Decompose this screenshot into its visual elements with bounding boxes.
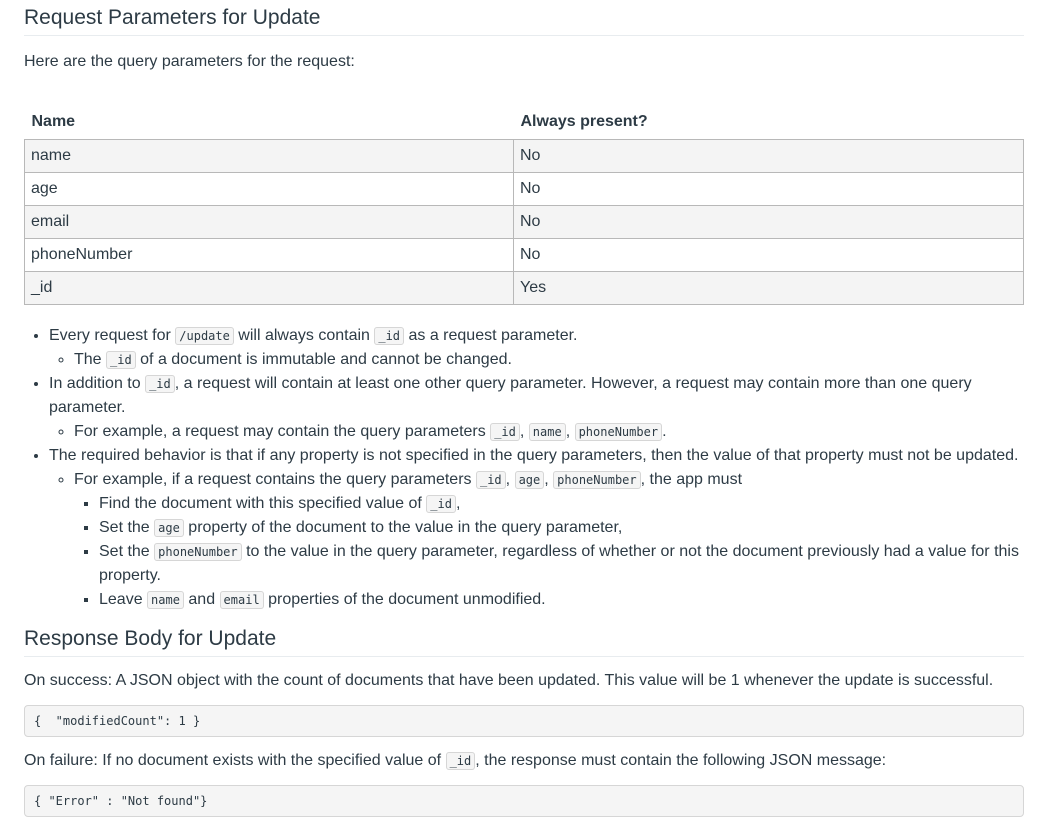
list-text: The [74,351,107,368]
list-item [99,588,1024,612]
param-name-cell: phoneNumber [25,239,514,272]
inline-code: _id [374,327,404,345]
list-text: The required behavior is that if any property is not specified in the query parameters, then the value of that property must not be updated. [49,447,1019,464]
param-presence-cell: No [514,173,1024,206]
list-text: Leave [99,591,148,608]
inline-code: phoneNumber [553,471,640,489]
parameters-table [24,105,1024,305]
list-text: , [519,423,529,440]
list-text: Find the document with this specified value of [99,495,427,512]
param-name-cell: age [25,173,514,206]
list-item [74,468,1024,612]
failure-text-part: On failure: If no document exists with the specified value of [24,752,446,769]
list-item [49,444,1024,612]
list-text: property of the document to the value in the query parameter, [183,519,623,536]
list-item [74,348,1024,372]
list-text: , [565,423,575,440]
param-presence-cell: Yes [514,272,1024,305]
list-item [99,492,1024,516]
table-row [25,239,1024,272]
sub-sub-list [74,492,1024,612]
list-text: properties of the document unmodified. [263,591,546,608]
param-presence-cell: No [514,206,1024,239]
inline-code: email [220,591,264,609]
param-name-cell: name [25,140,514,173]
inline-code: phoneNumber [154,543,241,561]
table-row [25,206,1024,239]
success-text: On success: A JSON object with the count of documents that have been updated. This value will be 1 whenever the update is successful. [24,672,994,689]
column-header-always-present: Always present? [520,113,648,130]
inline-code: name [529,423,566,441]
intro-text: Here are the query parameters for the request: [24,53,355,70]
section-title-request-parameters: Request Parameters for Update [24,0,1024,36]
success-code-block: { "modifiedCount": 1 } [24,705,1024,737]
list-text: as a request parameter. [404,327,578,344]
list-item [99,516,1024,540]
list-text: of a document is immutable and cannot be changed. [135,351,512,368]
list-text: Every request for [49,327,176,344]
inline-code: age [154,519,184,537]
list-text: , a request will contain at least one other query parameter. However, a request may contain more than one query parameter. [49,375,972,416]
list-text: , [505,471,515,488]
list-item [74,420,1024,444]
param-name-cell: email [25,206,514,239]
list-text: For example, a request may contain the query parameters [74,423,491,440]
list-text: will always contain [233,327,375,344]
list-item [99,540,1024,588]
list-text: , the app must [640,471,743,488]
list-text: to the value in the query parameter, regardless of whether or not the document previously had a value for this property. [99,543,1019,584]
failure-code-block: { "Error" : "Not found"} [24,785,1024,817]
list-item [49,372,1024,444]
list-text: Set the [99,543,155,560]
inline-code: _id [145,375,175,393]
section-title-response-body: Response Body for Update [24,626,1024,657]
list-text: , [544,471,554,488]
list-text: For example, if a request contains the query parameters [74,471,476,488]
inline-code: _id [426,495,456,513]
param-presence-cell: No [514,239,1024,272]
sub-list [49,420,1024,444]
inline-code: _id [490,423,520,441]
inline-code: _id [106,351,136,369]
inline-code: _id [446,752,476,770]
param-presence-cell: No [514,140,1024,173]
sub-list [49,348,1024,372]
table-row [25,140,1024,173]
table-header-row [25,105,1024,140]
failure-text [24,749,1024,773]
list-item [49,324,1024,372]
failure-text-part: , the response must contain the following JSON message: [475,752,887,769]
list-text: . [662,423,667,440]
list-text: and [183,591,220,608]
inline-code: age [515,471,545,489]
inline-code: name [147,591,184,609]
inline-code: _id [476,471,506,489]
inline-code: phoneNumber [575,423,662,441]
column-header-name: Name [31,113,76,130]
requirements-list [24,324,1024,612]
list-text: In addition to [49,375,146,392]
list-text: Set the [99,519,155,536]
inline-code: /update [175,327,234,345]
table-row [25,173,1024,206]
param-name-cell: _id [25,272,514,305]
sub-list [49,468,1024,612]
table-row [25,272,1024,305]
list-text: , [455,495,461,512]
